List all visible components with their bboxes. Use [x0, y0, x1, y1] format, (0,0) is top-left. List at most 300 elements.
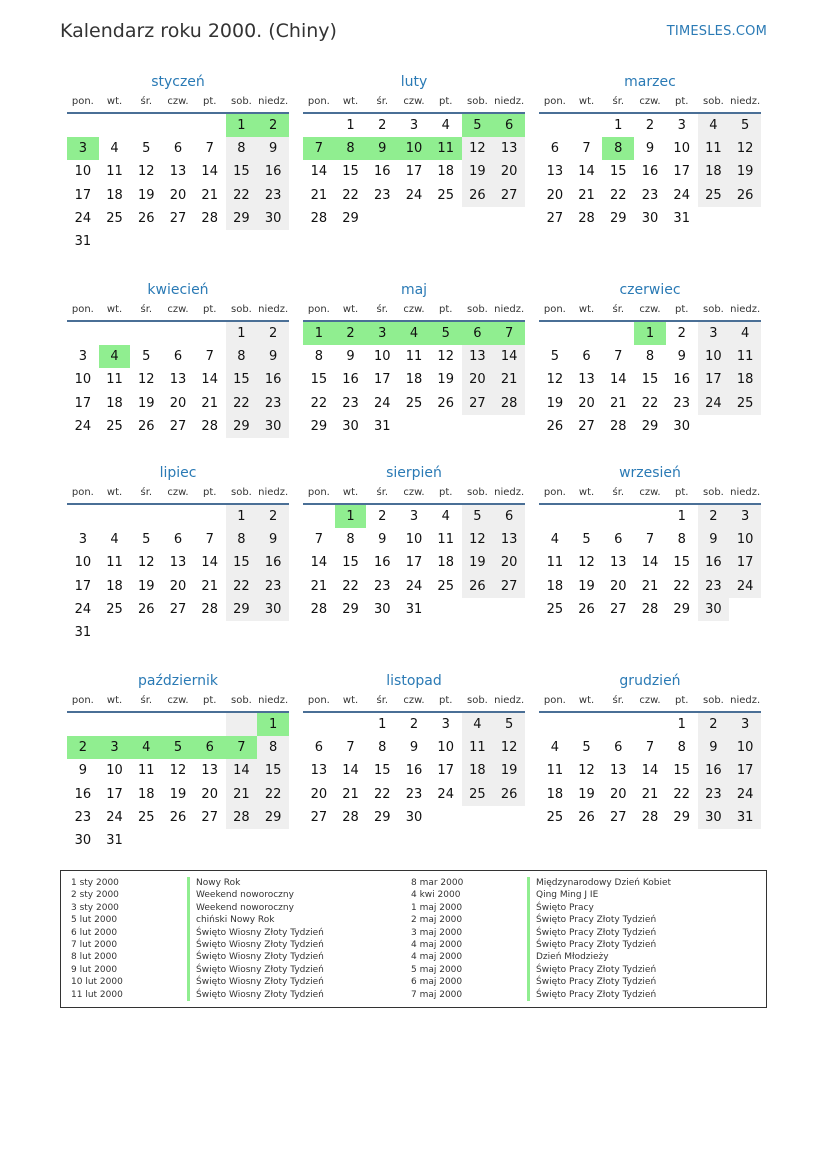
legend-row	[401, 939, 671, 951]
weekday-label: pon.	[307, 695, 330, 706]
day-cell: 18	[437, 164, 454, 180]
day-cell: 3	[366, 322, 398, 345]
day-cell: 29	[342, 210, 359, 226]
day-cell: 23	[641, 187, 659, 203]
empty-cell	[462, 207, 494, 230]
day-grid	[303, 322, 525, 438]
month-block	[539, 72, 761, 230]
day-cell: 11	[729, 345, 761, 368]
day-cell: 4	[729, 322, 761, 345]
day-cell: 13	[169, 555, 187, 571]
day-cell: 30	[673, 418, 690, 434]
day-cell: 4	[698, 114, 730, 137]
day-cell: 16	[698, 551, 730, 574]
day-cell: 6	[173, 141, 183, 157]
day-cell: 3	[698, 322, 730, 345]
day-cell: 16	[257, 368, 289, 391]
day-cell: 7	[645, 740, 655, 756]
day-cell: 24	[673, 187, 690, 203]
day-cell: 7	[645, 532, 655, 548]
day-cell: 2	[257, 322, 289, 345]
day-grid	[303, 114, 525, 230]
legend-color-bar	[527, 964, 530, 976]
day-cell: 17	[729, 551, 761, 574]
day-cell: 9	[698, 528, 730, 551]
day-cell: 4	[110, 532, 119, 548]
legend-date: 1 maj 2000	[411, 902, 463, 913]
day-cell: 15	[226, 551, 258, 574]
day-cell: 20	[169, 578, 187, 594]
day-cell: 15	[257, 759, 289, 782]
day-cell: 4	[550, 740, 559, 756]
empty-cell	[99, 505, 131, 528]
weekday-label: niedz.	[258, 304, 289, 315]
day-cell: 3	[78, 349, 87, 365]
month-block	[303, 72, 525, 230]
empty-cell	[194, 621, 226, 644]
empty-cell	[303, 713, 335, 736]
day-cell: 1	[677, 717, 686, 732]
weekday-label: czw.	[639, 487, 661, 498]
empty-cell	[226, 713, 258, 736]
day-cell: 5	[550, 349, 559, 365]
day-cell: 25	[437, 187, 454, 203]
empty-cell	[257, 230, 289, 253]
day-cell: 31	[106, 832, 123, 848]
day-cell: 28	[578, 210, 595, 226]
day-cell: 22	[226, 184, 258, 207]
weekday-label: sob.	[466, 695, 488, 706]
day-cell: 29	[257, 806, 289, 829]
month-block	[67, 671, 289, 852]
day-cell: 28	[610, 418, 627, 434]
empty-cell	[130, 505, 162, 528]
legend-color-bar	[527, 976, 530, 988]
month-name: kwiecień	[147, 282, 209, 298]
day-cell: 28	[201, 418, 218, 434]
legend-holiday-name: Weekend noworoczny	[196, 902, 294, 913]
day-cell: 16	[374, 164, 391, 180]
legend-color-bar	[187, 951, 190, 963]
day-cell: 10	[698, 345, 730, 368]
month-name: styczeń	[151, 74, 205, 90]
empty-cell	[462, 598, 494, 621]
empty-cell	[539, 322, 571, 345]
weekday-label: czw.	[639, 304, 661, 315]
weekday-label: śr.	[612, 96, 625, 107]
day-cell: 6	[493, 505, 525, 528]
weekday-label: wt.	[106, 304, 123, 315]
day-cell: 15	[226, 160, 258, 183]
empty-cell	[698, 207, 730, 230]
day-cell: 17	[106, 786, 123, 802]
day-cell: 15	[310, 372, 328, 388]
day-cell: 5	[430, 322, 462, 345]
day-cell: 1	[226, 322, 258, 345]
empty-cell	[571, 114, 603, 137]
day-cell: 31	[673, 210, 690, 226]
day-cell: 26	[462, 184, 494, 207]
day-cell: 26	[138, 601, 155, 617]
weekday-label: niedz.	[494, 695, 525, 706]
legend-row	[61, 927, 324, 939]
day-cell: 8	[677, 740, 686, 756]
day-cell: 3	[409, 118, 419, 133]
weekday-label: śr.	[140, 304, 153, 315]
legend-color-bar	[527, 927, 530, 939]
empty-cell	[462, 806, 494, 829]
month-name: luty	[400, 74, 428, 90]
day-cell: 17	[673, 164, 690, 180]
day-cell: 3	[677, 118, 686, 133]
day-cell: 3	[99, 736, 131, 759]
day-cell: 10	[74, 555, 92, 571]
weekday-label: czw.	[167, 304, 189, 315]
day-cell: 30	[257, 598, 289, 621]
empty-cell	[67, 322, 99, 345]
weekday-label: niedz.	[730, 695, 761, 706]
legend-date: 5 maj 2000	[411, 964, 463, 975]
weekday-label: pon.	[307, 96, 330, 107]
day-cell: 30	[342, 418, 359, 434]
empty-cell	[130, 713, 162, 736]
day-cell: 1	[257, 713, 289, 736]
day-cell: 21	[201, 578, 218, 594]
day-cell: 16	[257, 551, 289, 574]
weekday-header	[303, 92, 525, 114]
day-cell: 25	[462, 783, 494, 806]
empty-cell	[99, 230, 131, 253]
day-cell: 24	[698, 392, 730, 415]
empty-cell	[194, 114, 226, 137]
day-cell: 25	[106, 601, 123, 617]
day-cell: 24	[374, 395, 391, 411]
empty-cell	[303, 114, 335, 137]
legend-holiday-name: Święto Pracy Złoty Tydzień	[536, 989, 657, 1000]
weekday-label: czw.	[403, 304, 425, 315]
weekday-label: śr.	[140, 695, 153, 706]
day-cell: 9	[378, 532, 387, 548]
day-cell: 3	[729, 713, 761, 736]
empty-cell	[430, 598, 462, 621]
day-cell: 14	[310, 164, 328, 180]
legend-holiday-name: Nowy Rok	[196, 878, 241, 888]
day-cell: 20	[201, 786, 218, 802]
day-cell: 13	[493, 528, 525, 551]
day-cell: 11	[430, 137, 462, 160]
brand-link[interactable]: TIMESLES.COM	[666, 24, 767, 39]
month-name: maj	[400, 282, 428, 298]
legend-row	[61, 964, 324, 976]
weekday-label: śr.	[140, 487, 153, 498]
day-cell: 6	[314, 740, 323, 756]
empty-cell	[571, 713, 603, 736]
day-cell: 16	[698, 759, 730, 782]
day-cell: 27	[462, 392, 494, 415]
day-cell: 31	[374, 418, 391, 434]
legend-row	[401, 914, 671, 926]
empty-cell	[729, 415, 761, 438]
day-cell: 1	[226, 114, 258, 137]
weekday-label: sob.	[230, 304, 252, 315]
weekday-label: sob.	[702, 487, 724, 498]
day-grid	[539, 713, 761, 829]
empty-cell	[194, 505, 226, 528]
legend-color-bar	[527, 877, 530, 889]
legend-color-bar	[527, 914, 530, 926]
weekday-label: pon.	[543, 96, 566, 107]
day-cell: 14	[610, 372, 627, 388]
weekday-label: wt.	[342, 695, 359, 706]
empty-cell	[162, 713, 194, 736]
month-name: lipiec	[159, 465, 197, 481]
day-cell: 4	[441, 509, 450, 524]
legend-holiday-name: Święto Wiosny Złoty Tydzień	[196, 927, 324, 938]
day-cell: 8	[226, 345, 258, 368]
month-block	[67, 280, 289, 438]
day-cell: 14	[342, 763, 359, 779]
empty-cell	[130, 621, 162, 644]
day-cell: 4	[99, 345, 131, 368]
weekday-label: pt.	[674, 96, 689, 107]
legend-row	[401, 902, 671, 914]
day-cell: 21	[201, 187, 218, 203]
day-cell: 10	[405, 532, 423, 548]
day-cell: 24	[74, 210, 92, 226]
day-cell: 28	[342, 809, 359, 825]
day-cell: 22	[342, 187, 359, 203]
day-cell: 25	[405, 395, 423, 411]
day-cell: 23	[257, 184, 289, 207]
weekday-label: pt.	[202, 695, 217, 706]
day-cell: 7	[226, 736, 258, 759]
weekday-label: pon.	[307, 304, 330, 315]
day-cell: 12	[493, 736, 525, 759]
day-cell: 2	[677, 326, 686, 341]
empty-cell	[194, 713, 226, 736]
day-cell: 10	[74, 164, 92, 180]
day-cell: 27	[201, 809, 218, 825]
day-cell: 25	[546, 809, 564, 825]
day-cell: 9	[257, 345, 289, 368]
day-cell: 4	[441, 118, 450, 133]
day-cell: 14	[201, 372, 218, 388]
day-cell: 25	[698, 184, 730, 207]
day-cell: 23	[74, 809, 92, 825]
day-cell: 13	[462, 345, 494, 368]
empty-cell	[130, 230, 162, 253]
legend-color-bar	[187, 902, 190, 914]
day-cell: 1	[677, 509, 686, 524]
day-cell: 19	[578, 578, 595, 594]
weekday-label: sob.	[466, 96, 488, 107]
weekday-header	[539, 300, 761, 322]
empty-cell	[99, 114, 131, 137]
day-cell: 28	[201, 601, 218, 617]
day-cell: 17	[74, 578, 92, 594]
empty-cell	[398, 207, 430, 230]
weekday-label: wt.	[578, 304, 595, 315]
legend-column-right	[401, 877, 671, 1001]
legend-color-bar	[527, 939, 530, 951]
legend-row	[61, 877, 324, 889]
day-cell: 25	[106, 210, 123, 226]
day-cell: 28	[201, 210, 218, 226]
day-cell: 11	[462, 736, 494, 759]
legend-holiday-name: Święto Pracy	[536, 902, 594, 913]
weekday-label: czw.	[167, 96, 189, 107]
empty-cell	[571, 322, 603, 345]
legend-holiday-name: Święto Pracy Złoty Tydzień	[536, 915, 657, 926]
empty-cell	[257, 621, 289, 644]
day-cell: 23	[342, 395, 359, 411]
day-cell: 19	[462, 160, 494, 183]
day-cell: 8	[226, 137, 258, 160]
day-cell: 20	[493, 160, 525, 183]
day-cell: 28	[641, 601, 659, 617]
day-cell: 29	[641, 418, 659, 434]
day-cell: 9	[677, 349, 686, 365]
empty-cell	[303, 505, 335, 528]
day-cell: 18	[698, 160, 730, 183]
empty-cell	[634, 505, 666, 528]
day-cell: 12	[138, 372, 155, 388]
day-cell: 9	[366, 137, 398, 160]
empty-cell	[493, 207, 525, 230]
month-block	[67, 463, 289, 644]
legend-row	[401, 877, 671, 889]
day-cell: 5	[142, 349, 151, 365]
day-cell: 27	[169, 601, 187, 617]
day-cell: 14	[310, 555, 328, 571]
weekday-label: pon.	[71, 487, 94, 498]
day-cell: 24	[405, 187, 423, 203]
legend-color-bar	[187, 964, 190, 976]
day-cell: 19	[138, 578, 155, 594]
legend-row	[61, 989, 324, 1001]
legend-holiday-name: Święto Pracy Złoty Tydzień	[536, 964, 657, 975]
day-cell: 29	[374, 809, 391, 825]
day-cell: 18	[405, 372, 423, 388]
day-cell: 23	[374, 578, 391, 594]
day-cell: 28	[226, 806, 258, 829]
day-cell: 25	[106, 418, 123, 434]
page-title: Kalendarz roku 2000. (Chiny)	[60, 20, 337, 42]
day-cell: 20	[310, 786, 328, 802]
day-cell: 17	[74, 395, 92, 411]
day-cell: 24	[106, 809, 123, 825]
legend-row	[401, 927, 671, 939]
day-cell: 1	[226, 505, 258, 528]
empty-cell	[130, 322, 162, 345]
legend-holiday-name: Święto Pracy Złoty Tydzień	[536, 927, 657, 938]
day-cell: 7	[314, 532, 323, 548]
day-cell: 2	[378, 509, 387, 524]
day-cell: 29	[342, 601, 359, 617]
day-cell: 12	[546, 372, 564, 388]
day-cell: 28	[310, 601, 328, 617]
weekday-label: pt.	[438, 695, 453, 706]
day-cell: 17	[729, 759, 761, 782]
day-cell: 7	[614, 349, 623, 365]
legend-date: 10 lut 2000	[71, 977, 123, 988]
day-cell: 17	[74, 187, 92, 203]
legend-holiday-name: Święto Wiosny Złoty Tydzień	[196, 952, 324, 963]
legend-color-bar	[187, 989, 190, 1001]
day-cell: 21	[310, 578, 328, 594]
day-grid	[539, 114, 761, 230]
day-cell: 29	[610, 210, 627, 226]
empty-cell	[226, 621, 258, 644]
day-cell: 1	[335, 505, 367, 528]
day-cell: 22	[610, 187, 627, 203]
day-cell: 2	[67, 736, 99, 759]
month-block	[539, 671, 761, 829]
legend-date: 2 sty 2000	[71, 890, 119, 901]
legend-color-bar	[187, 976, 190, 988]
day-cell: 15	[342, 555, 359, 571]
weekday-header	[67, 92, 289, 114]
day-cell: 9	[257, 528, 289, 551]
day-cell: 6	[173, 532, 183, 548]
day-cell: 7	[205, 532, 214, 548]
weekday-label: niedz.	[494, 96, 525, 107]
empty-cell	[335, 713, 367, 736]
legend-date: 11 lut 2000	[71, 989, 123, 1000]
legend-row	[61, 976, 324, 988]
weekday-header	[67, 691, 289, 713]
weekday-label: czw.	[167, 487, 189, 498]
day-cell: 27	[610, 809, 627, 825]
empty-cell	[99, 322, 131, 345]
day-cell: 3	[78, 532, 87, 548]
legend-date: 4 maj 2000	[411, 952, 463, 963]
day-cell: 21	[610, 395, 627, 411]
weekday-label: śr.	[376, 695, 389, 706]
weekday-label: wt.	[106, 695, 123, 706]
weekday-label: śr.	[376, 304, 389, 315]
day-grid	[539, 322, 761, 438]
weekday-label: wt.	[578, 695, 595, 706]
day-cell: 14	[201, 555, 218, 571]
day-cell: 16	[405, 763, 423, 779]
weekday-label: wt.	[342, 487, 359, 498]
day-cell: 4	[462, 713, 494, 736]
day-cell: 5	[582, 532, 591, 548]
day-cell: 2	[698, 505, 730, 528]
legend-column-left	[61, 877, 324, 1001]
day-cell: 15	[610, 164, 627, 180]
weekday-label: niedz.	[258, 695, 289, 706]
day-cell: 22	[257, 783, 289, 806]
day-cell: 4	[130, 736, 162, 759]
day-cell: 29	[226, 415, 258, 438]
day-cell: 5	[729, 114, 761, 137]
day-cell: 18	[462, 759, 494, 782]
legend-row	[401, 889, 671, 901]
day-cell: 13	[169, 372, 187, 388]
weekday-label: śr.	[612, 487, 625, 498]
legend-date: 1 sty 2000	[71, 878, 119, 888]
day-cell: 22	[641, 395, 659, 411]
weekday-label: wt.	[342, 96, 359, 107]
legend-color-bar	[527, 889, 530, 901]
month-block	[539, 463, 761, 621]
day-cell: 9	[409, 740, 419, 756]
day-cell: 18	[546, 786, 564, 802]
weekday-label: niedz.	[494, 487, 525, 498]
day-cell: 30	[257, 415, 289, 438]
